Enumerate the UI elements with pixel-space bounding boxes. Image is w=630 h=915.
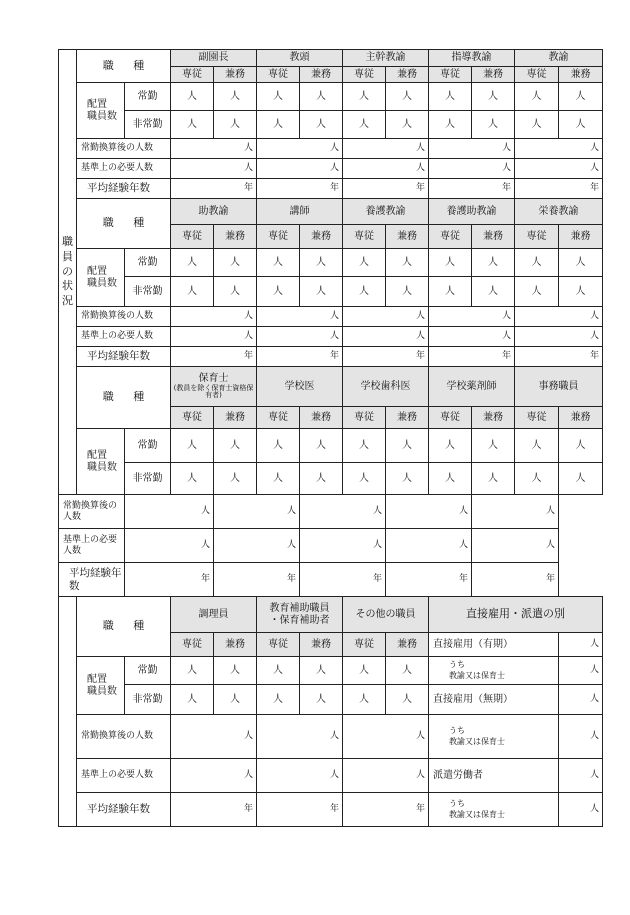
fulltime-count[interactable]: 人: [257, 249, 300, 277]
converted-label: 常勤換算後の人数: [77, 139, 171, 159]
experience-label: 平均経験年数: [59, 563, 125, 597]
fulltime-label: 常勤: [125, 657, 171, 685]
dedicated-header: 専従: [343, 633, 386, 657]
required-value[interactable]: 人: [429, 159, 515, 179]
experience-label: 平均経験年数: [77, 793, 171, 827]
fulltime-count[interactable]: 人: [257, 657, 300, 685]
converted-value[interactable]: 人: [300, 495, 386, 529]
dispatched-teacher-label: [429, 793, 559, 827]
converted-value[interactable]: 人: [515, 139, 603, 159]
job-header: [515, 50, 603, 67]
parttime-count[interactable]: 人: [214, 685, 257, 715]
job-name: 事務職員: [538, 380, 579, 392]
experience-value[interactable]: 年: [343, 179, 429, 199]
job-name: 養護助教諭: [446, 205, 497, 217]
parttime-count[interactable]: 人: [257, 111, 300, 139]
side-blank: [59, 597, 77, 827]
dedicated-header: 専従: [171, 67, 214, 83]
required-value[interactable]: 人: [257, 759, 343, 793]
fulltime-count[interactable]: 人: [300, 429, 343, 463]
parttime-count[interactable]: 人: [386, 685, 429, 715]
dedicated-header: 専従: [343, 407, 386, 429]
job-header: [257, 50, 343, 67]
staff-table: [58, 49, 603, 827]
experience-value[interactable]: 年: [214, 563, 300, 597]
converted-value[interactable]: 人: [257, 307, 343, 327]
fulltime-count[interactable]: 人: [343, 249, 386, 277]
parttime-count[interactable]: 人: [472, 463, 515, 495]
of-which: うち: [449, 798, 465, 808]
converted-label: 常勤換算後の人数: [77, 715, 171, 759]
job-name: 教頭: [289, 52, 310, 64]
converted-value[interactable]: 人: [171, 139, 257, 159]
fulltime-count[interactable]: 人: [515, 249, 559, 277]
teacher-or-nursery: 教諭又は保育士: [449, 670, 505, 680]
fulltime-count[interactable]: 人: [515, 83, 559, 111]
job-header: [343, 597, 429, 633]
side-title-char: 況: [62, 294, 73, 308]
parttime-count[interactable]: 人: [429, 277, 472, 307]
assigned-label: [77, 657, 125, 715]
parttime-count[interactable]: 人: [300, 111, 343, 139]
dedicated-header: 専従: [343, 67, 386, 83]
required-value[interactable]: 人: [257, 327, 343, 347]
fulltime-count[interactable]: 人: [515, 429, 559, 463]
fulltime-count[interactable]: 人: [429, 429, 472, 463]
experience-value[interactable]: 年: [429, 347, 515, 367]
fulltime-count[interactable]: 人: [472, 83, 515, 111]
assigned-label: [77, 83, 125, 139]
concurrent-header: 兼務: [472, 407, 515, 429]
parttime-count[interactable]: 人: [515, 111, 559, 139]
concurrent-header: 兼務: [386, 407, 429, 429]
concurrent-header: 兼務: [559, 67, 603, 83]
required-value[interactable]: 人: [125, 529, 214, 563]
side-title-char: 職: [62, 234, 73, 248]
parttime-count[interactable]: 人: [171, 463, 214, 495]
kind-header: 職 種: [77, 367, 171, 429]
teacher-or-nursery: 教諭又は保育士: [449, 736, 505, 746]
experience-value[interactable]: 年: [343, 793, 429, 827]
fulltime-count[interactable]: 人: [386, 429, 429, 463]
parttime-label: 非常勤: [125, 463, 171, 495]
converted-value[interactable]: 人: [125, 495, 214, 529]
teacher-or-nursery: 教諭又は保育士: [449, 809, 505, 819]
parttime-count[interactable]: 人: [343, 463, 386, 495]
concurrent-header: 兼務: [300, 633, 343, 657]
dedicated-header: 専従: [171, 633, 214, 657]
direct-fixed-value: 人: [559, 633, 603, 657]
fixed-teacher-value[interactable]: 人: [559, 657, 603, 685]
required-value[interactable]: 人: [343, 327, 429, 347]
experience-value[interactable]: 年: [300, 563, 386, 597]
concurrent-header: 兼務: [300, 407, 343, 429]
assigned-text: 配置 職員数: [87, 674, 117, 697]
concurrent-header: 兼務: [214, 67, 257, 83]
converted-value[interactable]: 人: [343, 139, 429, 159]
fulltime-label: 常勤: [125, 429, 171, 463]
job-header: [171, 597, 257, 633]
converted-value[interactable]: 人: [171, 715, 257, 759]
required-value[interactable]: 人: [515, 327, 603, 347]
experience-value[interactable]: 年: [171, 179, 257, 199]
job-header: [429, 199, 515, 225]
staff-status-form: [58, 49, 602, 827]
converted-value[interactable]: 人: [429, 139, 515, 159]
parttime-count[interactable]: 人: [472, 277, 515, 307]
dedicated-header: 専従: [515, 407, 559, 429]
job-header: [257, 597, 343, 633]
of-which: うち: [449, 659, 465, 669]
job-name: 養護教諭: [365, 205, 406, 217]
assigned-text: 配置 職員数: [87, 99, 117, 122]
converted-value[interactable]: 人: [472, 495, 559, 529]
side-title: [59, 50, 77, 495]
parttime-label: 非常勤: [125, 685, 171, 715]
required-value[interactable]: 人: [171, 327, 257, 347]
fulltime-label: 常勤: [125, 83, 171, 111]
job-note: (教員を除く保育士資格保有者): [173, 383, 254, 400]
fulltime-count[interactable]: 人: [214, 657, 257, 685]
parttime-count[interactable]: 人: [386, 111, 429, 139]
parttime-count[interactable]: 人: [429, 111, 472, 139]
assigned-text: 配置 職員数: [87, 450, 117, 473]
job-header: [429, 367, 515, 407]
parttime-count[interactable]: 人: [300, 463, 343, 495]
parttime-count[interactable]: 人: [257, 463, 300, 495]
fulltime-count[interactable]: 人: [171, 83, 214, 111]
concurrent-header: 兼務: [214, 633, 257, 657]
fulltime-count[interactable]: 人: [559, 83, 603, 111]
required-value[interactable]: 人: [386, 529, 472, 563]
fulltime-count[interactable]: 人: [559, 429, 603, 463]
converted-label: 常勤換算後の人数: [77, 307, 171, 327]
converted-value[interactable]: 人: [429, 307, 515, 327]
parttime-count[interactable]: 人: [386, 463, 429, 495]
dispatched-value[interactable]: 人: [559, 759, 603, 793]
parttime-count[interactable]: 人: [429, 463, 472, 495]
converted-value[interactable]: 人: [515, 307, 603, 327]
parttime-count[interactable]: 人: [515, 277, 559, 307]
dispatched-label: 派遣労働者: [429, 759, 559, 793]
parttime-label: 非常勤: [125, 277, 171, 307]
experience-value[interactable]: 年: [257, 347, 343, 367]
required-value[interactable]: 人: [214, 529, 300, 563]
concurrent-header: 兼務: [300, 225, 343, 249]
fulltime-count[interactable]: 人: [214, 429, 257, 463]
parttime-count[interactable]: 人: [386, 277, 429, 307]
job-header: [343, 367, 429, 407]
fulltime-count[interactable]: 人: [214, 83, 257, 111]
parttime-count[interactable]: 人: [343, 685, 386, 715]
direct-unfixed-label: 直接雇用（無期）: [429, 685, 559, 715]
fulltime-count[interactable]: 人: [171, 657, 214, 685]
required-value[interactable]: 人: [343, 759, 429, 793]
of-which: うち: [449, 725, 465, 735]
dedicated-header: 専従: [515, 67, 559, 83]
unfixed-teacher-label: [429, 715, 559, 759]
job-header: [257, 199, 343, 225]
job-name: 教諭: [548, 52, 569, 64]
experience-value[interactable]: 年: [171, 347, 257, 367]
job-name: 指導教諭: [451, 52, 492, 64]
parttime-count[interactable]: 人: [214, 463, 257, 495]
required-value[interactable]: 人: [257, 159, 343, 179]
experience-label: 平均経験年数: [77, 347, 171, 367]
job-name: 副園長: [198, 52, 229, 64]
job-name: 学校歯科医: [360, 380, 411, 392]
fulltime-count[interactable]: 人: [343, 83, 386, 111]
fulltime-count[interactable]: 人: [429, 249, 472, 277]
job-name: 主幹教諭: [365, 52, 406, 64]
side-title-char: の: [62, 264, 73, 278]
experience-value[interactable]: 年: [171, 793, 257, 827]
concurrent-header: 兼務: [472, 225, 515, 249]
job-header: [429, 50, 515, 67]
direct-fixed-label: 直接雇用（有期）: [429, 633, 559, 657]
required-value[interactable]: 人: [171, 759, 257, 793]
job-header: [171, 367, 257, 407]
dedicated-header: 専従: [171, 225, 214, 249]
job-header: [257, 367, 343, 407]
concurrent-header: 兼務: [559, 225, 603, 249]
kind-header: 職 種: [77, 50, 171, 83]
kind-header: 職 種: [77, 199, 171, 249]
required-value[interactable]: 人: [343, 159, 429, 179]
concurrent-header: 兼務: [386, 225, 429, 249]
fulltime-count[interactable]: 人: [472, 249, 515, 277]
dedicated-header: 専従: [257, 407, 300, 429]
dispatch-title: 直接雇用・派遣の別: [429, 597, 603, 633]
fulltime-count[interactable]: 人: [343, 429, 386, 463]
experience-value[interactable]: 年: [515, 347, 603, 367]
experience-value[interactable]: 年: [515, 179, 603, 199]
job-header: [515, 199, 603, 225]
parttime-count[interactable]: 人: [559, 111, 603, 139]
job-name: 保育士: [198, 373, 229, 385]
fulltime-count[interactable]: 人: [257, 83, 300, 111]
job-name: 講師: [289, 205, 310, 217]
job-header: [343, 199, 429, 225]
experience-value[interactable]: 年: [472, 563, 559, 597]
experience-value[interactable]: 年: [257, 793, 343, 827]
job-name: 栄養教諭: [538, 205, 579, 217]
job-header: [343, 50, 429, 67]
fixed-teacher-label: [429, 657, 559, 685]
parttime-count[interactable]: 人: [472, 111, 515, 139]
concurrent-header: 兼務: [214, 225, 257, 249]
experience-value[interactable]: 年: [429, 179, 515, 199]
required-value[interactable]: 人: [171, 159, 257, 179]
converted-value[interactable]: 人: [343, 307, 429, 327]
experience-value[interactable]: 年: [257, 179, 343, 199]
required-value[interactable]: 人: [472, 529, 559, 563]
side-title-char: 状: [62, 279, 73, 293]
parttime-count[interactable]: 人: [559, 463, 603, 495]
converted-value[interactable]: 人: [214, 495, 300, 529]
direct-unfixed-value[interactable]: 人: [559, 685, 603, 715]
parttime-count[interactable]: 人: [171, 111, 214, 139]
fulltime-count[interactable]: 人: [559, 249, 603, 277]
converted-value[interactable]: 人: [386, 495, 472, 529]
converted-label: 常勤換算後の人数: [59, 495, 125, 529]
converted-value[interactable]: 人: [343, 715, 429, 759]
fulltime-count[interactable]: 人: [171, 429, 214, 463]
concurrent-header: 兼務: [386, 67, 429, 83]
required-value[interactable]: 人: [429, 327, 515, 347]
parttime-count[interactable]: 人: [515, 463, 559, 495]
dedicated-header: 専従: [171, 407, 214, 429]
parttime-count[interactable]: 人: [343, 111, 386, 139]
dedicated-header: 専従: [429, 67, 472, 83]
experience-value[interactable]: 年: [125, 563, 214, 597]
dispatched-teacher-value[interactable]: 人: [559, 793, 603, 827]
concurrent-header: 兼務: [559, 407, 603, 429]
job-name: 教育補助職員 ・保育補助者: [269, 603, 330, 626]
parttime-count[interactable]: 人: [257, 685, 300, 715]
required-value[interactable]: 人: [300, 529, 386, 563]
required-label: 基準上の必要人数: [77, 327, 171, 347]
fulltime-count[interactable]: 人: [386, 249, 429, 277]
parttime-count[interactable]: 人: [257, 277, 300, 307]
job-name: その他の職員: [355, 608, 416, 620]
concurrent-header: 兼務: [386, 633, 429, 657]
kind-header: 職 種: [77, 597, 171, 657]
fulltime-label: 常勤: [125, 249, 171, 277]
parttime-count[interactable]: 人: [214, 277, 257, 307]
fulltime-count[interactable]: 人: [300, 83, 343, 111]
fulltime-count[interactable]: 人: [429, 83, 472, 111]
fulltime-count[interactable]: 人: [300, 657, 343, 685]
experience-label: 平均経験年数: [77, 179, 171, 199]
parttime-label: 非常勤: [125, 111, 171, 139]
fulltime-count[interactable]: 人: [386, 83, 429, 111]
parttime-count[interactable]: 人: [300, 685, 343, 715]
assigned-label: [77, 249, 125, 307]
dedicated-header: 専従: [429, 407, 472, 429]
converted-value[interactable]: 人: [171, 307, 257, 327]
assigned-text: 配置 職員数: [87, 266, 117, 289]
dedicated-header: 専従: [343, 225, 386, 249]
job-name: 助教諭: [198, 205, 229, 217]
fulltime-count[interactable]: 人: [472, 429, 515, 463]
fulltime-count[interactable]: 人: [171, 249, 214, 277]
assigned-label: [77, 429, 125, 495]
job-name: 調理員: [198, 608, 229, 620]
parttime-count[interactable]: 人: [300, 277, 343, 307]
converted-value[interactable]: 人: [257, 139, 343, 159]
fulltime-count[interactable]: 人: [386, 657, 429, 685]
job-name: 学校医: [284, 380, 315, 392]
parttime-count[interactable]: 人: [343, 277, 386, 307]
dedicated-header: 専従: [257, 633, 300, 657]
job-header: [171, 50, 257, 67]
job-header: [515, 367, 603, 407]
required-value[interactable]: 人: [515, 159, 603, 179]
unfixed-teacher-value[interactable]: 人: [559, 715, 603, 759]
parttime-count[interactable]: 人: [171, 277, 214, 307]
experience-value[interactable]: 年: [386, 563, 472, 597]
parttime-count[interactable]: 人: [214, 111, 257, 139]
job-header: [171, 199, 257, 225]
converted-value[interactable]: 人: [257, 715, 343, 759]
parttime-count[interactable]: 人: [171, 685, 214, 715]
fulltime-count[interactable]: 人: [300, 249, 343, 277]
fulltime-count[interactable]: 人: [343, 657, 386, 685]
required-label: 基準上の必要人数: [77, 159, 171, 179]
concurrent-header: 兼務: [300, 67, 343, 83]
dedicated-header: 専従: [257, 67, 300, 83]
fulltime-count[interactable]: 人: [214, 249, 257, 277]
required-label: 基準上の必要人数: [77, 759, 171, 793]
concurrent-header: 兼務: [214, 407, 257, 429]
dedicated-header: 専従: [429, 225, 472, 249]
side-title-char: 員: [62, 249, 73, 263]
required-label: 基準上の必要人数: [59, 529, 125, 563]
dedicated-header: 専従: [515, 225, 559, 249]
experience-value[interactable]: 年: [343, 347, 429, 367]
job-name: 学校薬剤師: [446, 380, 497, 392]
parttime-count[interactable]: 人: [559, 277, 603, 307]
concurrent-header: 兼務: [472, 67, 515, 83]
fulltime-count[interactable]: 人: [257, 429, 300, 463]
dedicated-header: 専従: [257, 225, 300, 249]
